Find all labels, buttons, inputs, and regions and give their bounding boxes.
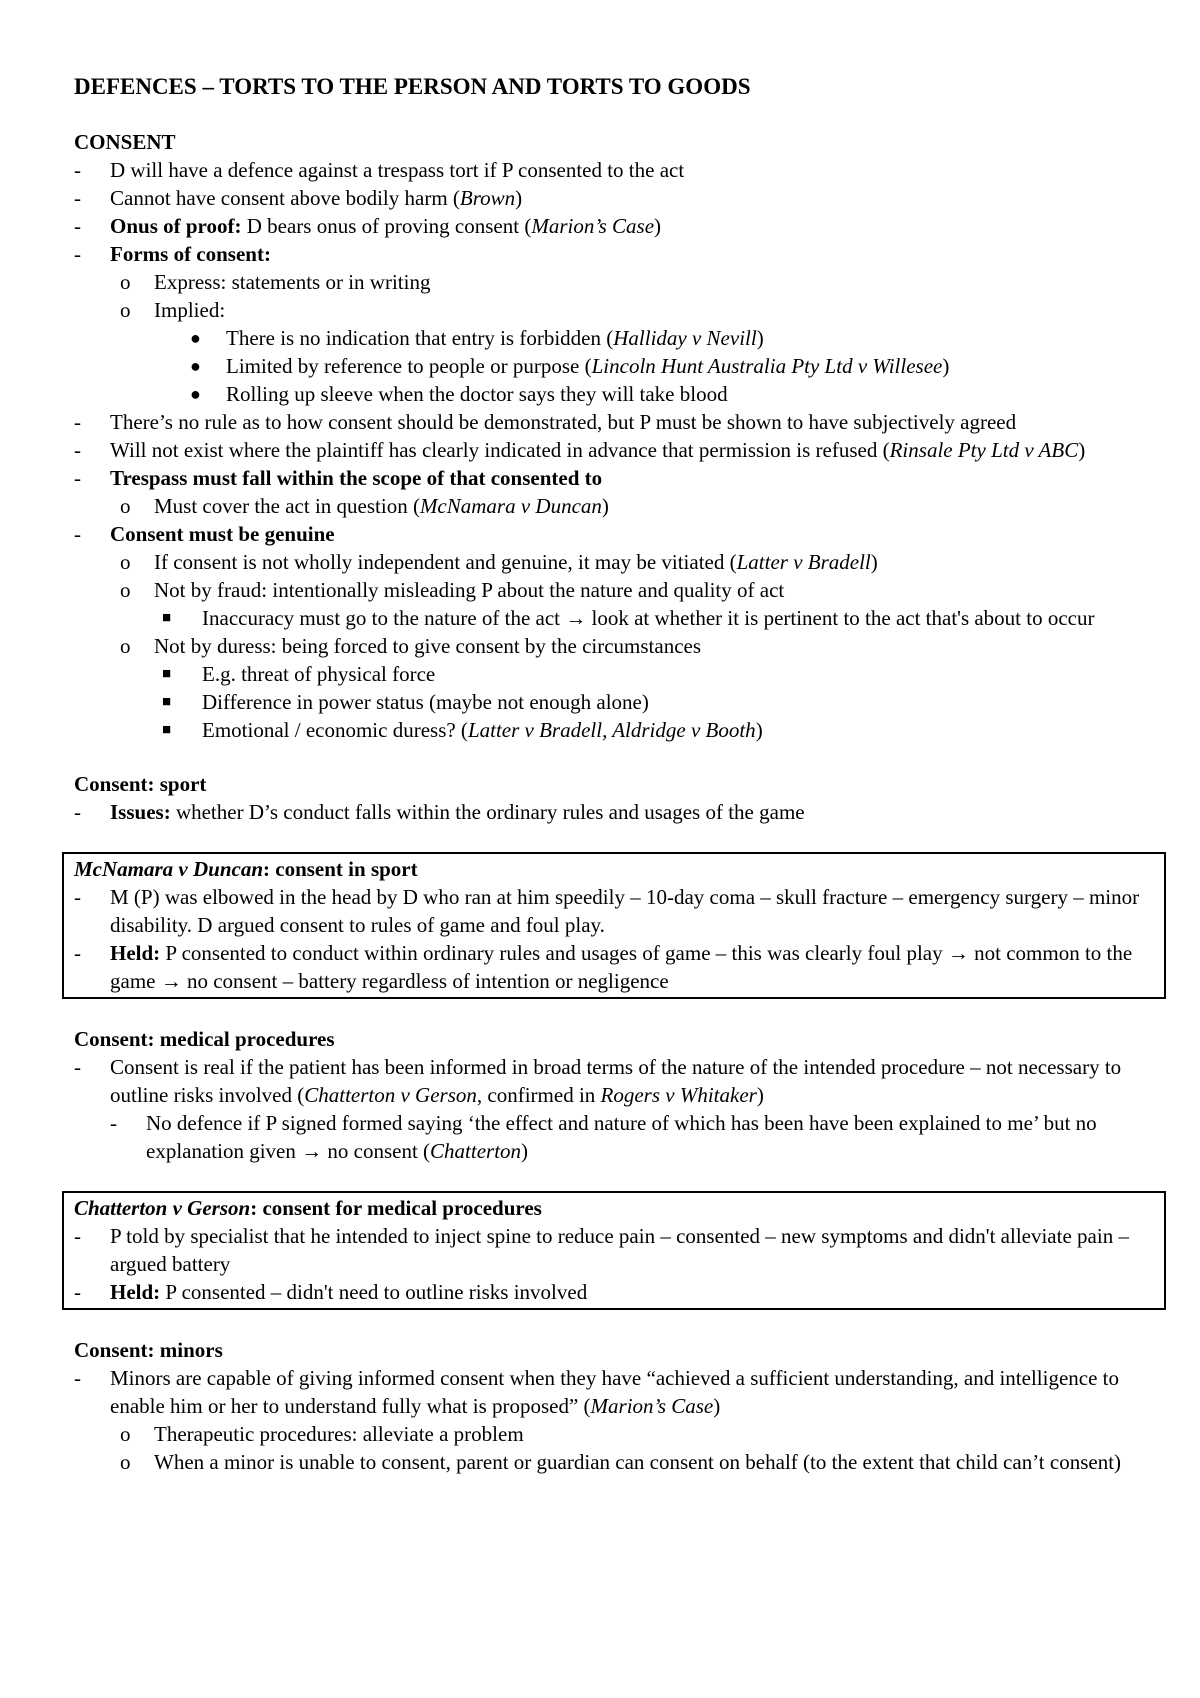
list-item: o When a minor is unable to consent, parent or guardian can consent on behalf (to the extent that child can’t consent) <box>120 1450 1122 1474</box>
list-item: - Onus of proof: D bears onus of proving consent (Marion’s Case) <box>74 214 662 238</box>
circle-bullet: o <box>120 578 131 602</box>
arrow-icon: → <box>947 941 969 965</box>
list-item: ● There is no indication that entry is forbidden (Halliday v Nevill) <box>190 326 764 350</box>
disc-bullet: ● <box>190 384 201 404</box>
list-item: o Therapeutic procedures: alleviate a problem <box>120 1422 524 1446</box>
medical-heading: Consent: medical procedures <box>74 1027 335 1051</box>
case-name: Latter v Bradell <box>736 550 871 574</box>
list-item: - Consent must be genuine <box>74 522 335 546</box>
list-item: o Express: statements or in writing <box>120 270 431 294</box>
list-item: o Not by fraud: intentionally misleading P about the nature and quality of act <box>120 578 785 602</box>
case-name: Chatterton <box>430 1139 522 1163</box>
list-item: ● Limited by reference to people or purpose (Lincoln Hunt Australia Pty Ltd v Willesee) <box>190 354 950 378</box>
dash-bullet: - <box>74 214 81 238</box>
dash-bullet: - <box>110 1111 117 1135</box>
list-item: - Held: P consented to conduct within ordinary rules and usages of game – this was clearly foul play → not common to the game → no consent – battery regardless of intention or negligence <box>74 941 1133 993</box>
case-name: Marion’s Case <box>590 1394 714 1418</box>
case-name: Lincoln Hunt Australia Pty Ltd v Willesee <box>591 354 943 378</box>
list-item: - There’s no rule as to how consent should be demonstrated, but P must be shown to have subjectively agreed <box>74 410 1017 434</box>
list-item: o Must cover the act in question (McNamara v Duncan) <box>120 494 609 518</box>
dash-bullet: - <box>74 885 81 909</box>
dash-bullet: - <box>74 410 81 434</box>
square-bullet: ■ <box>162 666 172 682</box>
list-item: - Forms of consent: <box>74 242 271 266</box>
list-item: - Will not exist where the plaintiff has clearly indicated in advance that permission is refused (Rinsale Pty Ltd v ABC) <box>74 438 1086 462</box>
dash-bullet: - <box>74 466 81 490</box>
list-item: ■ Emotional / economic duress? (Latter v Bradell, Aldridge v Booth) <box>162 718 763 742</box>
circle-bullet: o <box>120 270 131 294</box>
list-item: o Not by duress: being forced to give consent by the circumstances <box>120 634 702 658</box>
dash-bullet: - <box>74 242 81 266</box>
document-title: DEFENCES – TORTS TO THE PERSON AND TORTS TO GOODS <box>74 74 751 99</box>
list-item: - Consent is real if the patient has been informed in broad terms of the nature of the intended procedure – not necessary to outline risks involved (Chatterton v Gerson, confirmed in Rogers v Whitaker) <box>74 1055 1122 1107</box>
case-box-title: Chatterton v Gerson: consent for medical procedures <box>74 1196 542 1220</box>
disc-bullet: ● <box>190 328 201 348</box>
list-item: o Implied: <box>120 298 226 322</box>
square-bullet: ■ <box>162 722 172 738</box>
dash-bullet: - <box>74 941 81 965</box>
circle-bullet: o <box>120 298 131 322</box>
dash-bullet: - <box>74 186 81 210</box>
list-item: - Held: P consented – didn't need to outline risks involved <box>74 1280 588 1304</box>
document-page <box>74 72 1154 1476</box>
case-box-chatterton <box>62 1191 1166 1310</box>
list-item: ■ E.g. threat of physical force <box>162 662 436 686</box>
list-item: ■ Inaccuracy must go to the nature of the act → look at whether it is pertinent to the act that's about to occur <box>162 606 1095 630</box>
case-name: Chatterton v Gerson <box>304 1083 477 1107</box>
list-item: - Trespass must fall within the scope of that consented to <box>74 466 603 490</box>
dash-bullet: - <box>74 1366 81 1390</box>
circle-bullet: o <box>120 1450 131 1474</box>
dash-bullet: - <box>74 522 81 546</box>
list-item: o If consent is not wholly independent and genuine, it may be vitiated (Latter v Bradell) <box>120 550 878 574</box>
list-item: - Minors are capable of giving informed consent when they have “achieved a sufficient understanding, and intelligence to enable him or her to understand fully what is proposed” (Marion’s Case) <box>74 1366 1120 1418</box>
list-item: - D will have a defence against a trespass tort if P consented to the act <box>74 158 685 182</box>
minors-heading: Consent: minors <box>74 1338 223 1362</box>
list-item: - Cannot have consent above bodily harm (Brown) <box>74 186 523 210</box>
dash-bullet: - <box>74 1055 81 1079</box>
arrow-icon: → <box>301 1139 323 1163</box>
case-name: McNamara v Duncan <box>419 494 602 518</box>
arrow-icon: → <box>565 606 587 630</box>
circle-bullet: o <box>120 1422 131 1446</box>
dash-bullet: - <box>74 158 81 182</box>
arrow-icon: → <box>160 969 182 993</box>
square-bullet: ■ <box>162 694 172 710</box>
circle-bullet: o <box>120 550 131 574</box>
case-name: Marion’s Case <box>531 214 655 238</box>
sport-heading: Consent: sport <box>74 772 207 796</box>
list-item: ■ Difference in power status (maybe not enough alone) <box>162 690 649 714</box>
square-bullet: ■ <box>162 610 172 626</box>
list-item: - Issues: whether D’s conduct falls within the ordinary rules and usages of the game <box>74 800 805 824</box>
case-box-title: McNamara v Duncan: consent in sport <box>74 857 418 881</box>
list-item: - P told by specialist that he intended to inject spine to reduce pain – consented – new symptoms and didn't alleviate pain – argued battery <box>74 1224 1129 1276</box>
case-box-mcnamara <box>62 852 1166 999</box>
case-name: Rinsale Pty Ltd v ABC <box>889 438 1079 462</box>
list-item: - M (P) was elbowed in the head by D who ran at him speedily – 10-day coma – skull fracture – emergency surgery – minor disability. D argued consent to rules of game and foul play. <box>74 885 1140 937</box>
circle-bullet: o <box>120 634 131 658</box>
dash-bullet: - <box>74 1280 81 1304</box>
list-item: - No defence if P signed formed saying ‘the effect and nature of which has been have been explained to me’ but no explanation given → no consent (Chatterton) <box>110 1111 1097 1163</box>
dash-bullet: - <box>74 438 81 462</box>
dash-bullet: - <box>74 1224 81 1248</box>
case-name: Brown <box>459 186 516 210</box>
dash-bullet: - <box>74 800 81 824</box>
case-name: Halliday v Nevill <box>613 326 757 350</box>
case-name: Latter v Bradell, Aldridge v Booth <box>467 718 756 742</box>
disc-bullet: ● <box>190 356 201 376</box>
circle-bullet: o <box>120 494 131 518</box>
list-item: ● Rolling up sleeve when the doctor says they will take blood <box>190 382 728 406</box>
case-name: Rogers v Whitaker <box>600 1083 757 1107</box>
consent-heading: CONSENT <box>74 130 176 154</box>
